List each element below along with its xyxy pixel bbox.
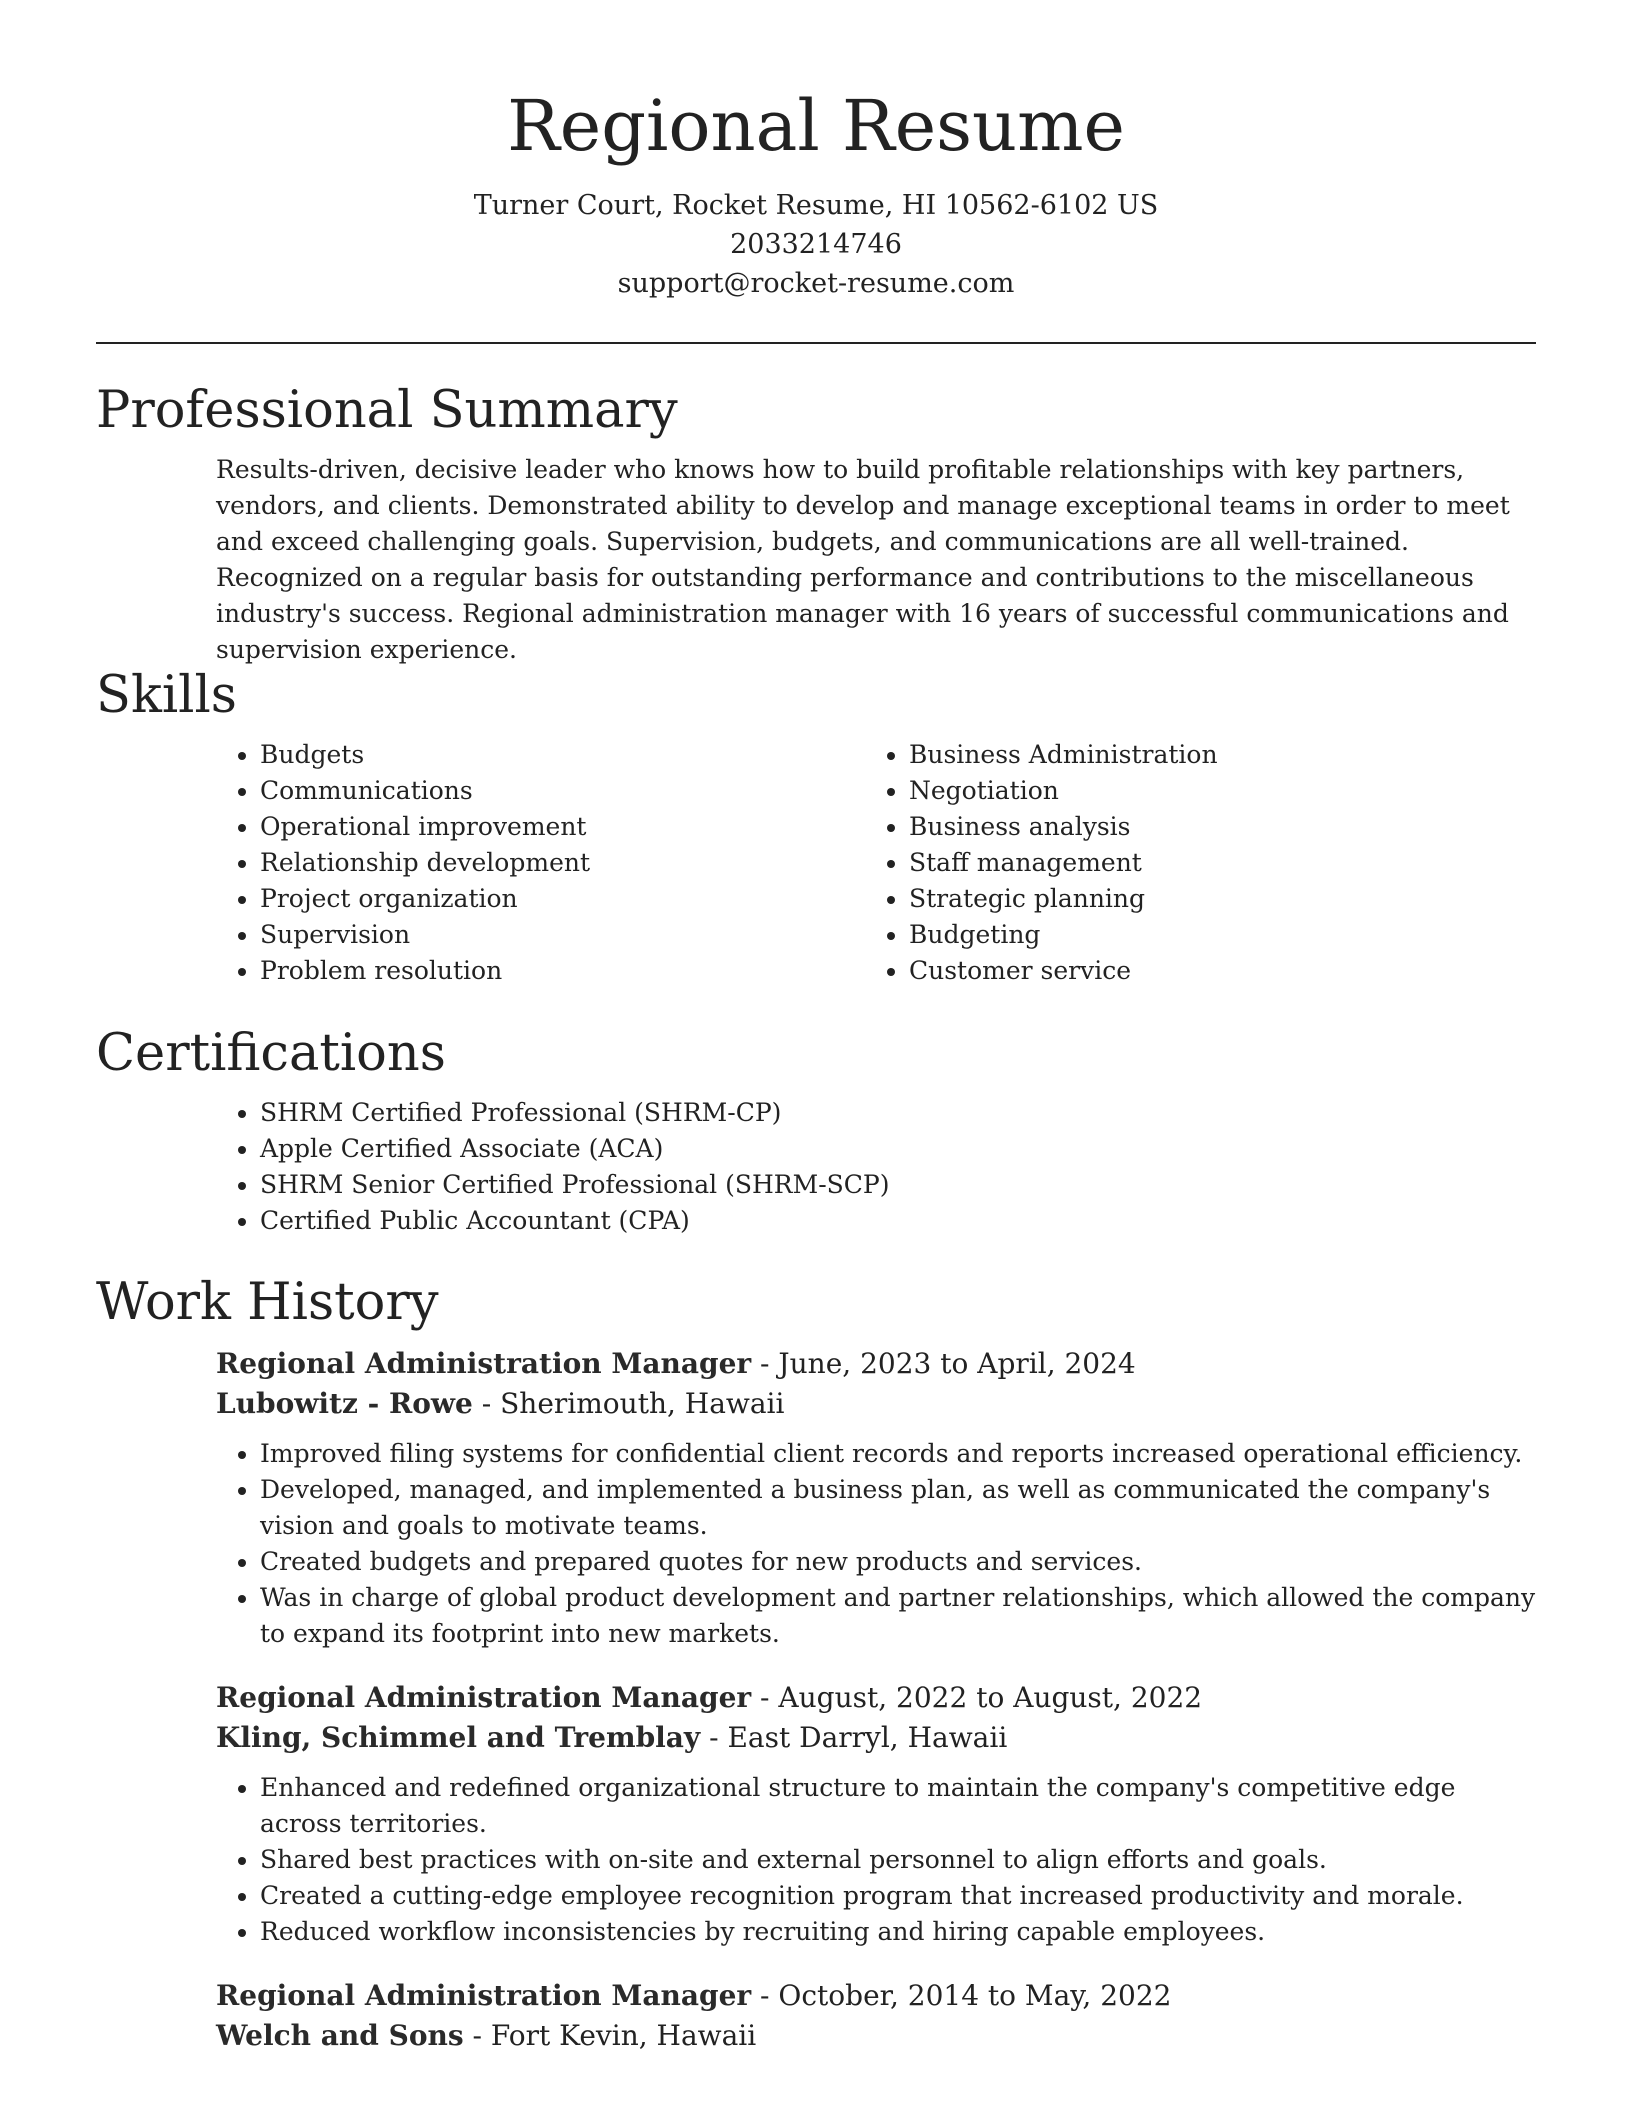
skill-item: • Communications — [260, 773, 590, 809]
skills-title: Skills — [96, 666, 237, 725]
work-history-title: Work History — [96, 1273, 439, 1332]
skill-item: • Customer service — [909, 953, 1218, 989]
job-bullet: • Developed, managed, and implemented a business plan, as well as communicated the company's vision and goals to motivate teams. — [260, 1472, 1536, 1544]
job-bullets — [216, 1436, 1536, 1652]
skill-item: • Strategic planning — [909, 881, 1218, 917]
job-title-line — [216, 1976, 1536, 2016]
job-bullets — [216, 1770, 1536, 1950]
contact-phone: 2033214746 — [730, 229, 902, 260]
job-bullet: • Created budgets and prepared quotes for new products and services. — [260, 1544, 1536, 1580]
resume-name: Regional Resume — [507, 85, 1125, 167]
job-company-line — [216, 2016, 1536, 2056]
skill-item: • Business analysis — [909, 809, 1218, 845]
certification-item: • SHRM Certified Professional (SHRM-CP) — [260, 1095, 1536, 1131]
contact-address: Turner Court, Rocket Resume, HI 10562-6102 US — [473, 190, 1159, 221]
skill-item: • Staff management — [909, 845, 1218, 881]
certifications-section — [96, 1023, 1536, 1239]
job-dates: - October, 2014 to May, 2022 — [751, 1979, 1172, 2012]
job-company-line — [216, 1384, 1536, 1424]
certification-item: • SHRM Senior Certified Professional (SHRM-SCP) — [260, 1167, 1536, 1203]
job-bullet: • Was in charge of global product development and partner relationships, which allowed the company to expand its footprint into new markets. — [260, 1580, 1536, 1652]
skill-item: • Project organization — [260, 881, 590, 917]
certifications-title: Certifications — [96, 1024, 446, 1083]
certification-item: • Apple Certified Associate (ACA) — [260, 1131, 1536, 1167]
job-entry — [216, 1344, 1536, 1652]
skill-item: • Problem resolution — [260, 953, 590, 989]
skill-item: • Supervision — [260, 917, 590, 953]
job-entry — [216, 1976, 1536, 2056]
job-role: Regional Administration Manager — [216, 1681, 752, 1714]
job-title-line — [216, 1344, 1536, 1384]
skill-item: • Business Administration — [909, 737, 1218, 773]
job-company-line — [216, 1718, 1536, 1758]
skill-item: • Relationship development — [260, 845, 590, 881]
job-bullet: • Reduced workflow inconsistencies by recruiting and hiring capable employees. — [260, 1914, 1536, 1950]
job-location: - Sherimouth, Hawaii — [472, 1387, 785, 1420]
header-divider — [96, 342, 1536, 344]
job-role: Regional Administration Manager — [216, 1347, 752, 1380]
job-dates: - August, 2022 to August, 2022 — [751, 1681, 1203, 1714]
summary-text: Results-driven, decisive leader who knows how to build profitable relationships with key partners, vendors, and clients. Demonstrated ability to develop and manage exceptional teams in order to meet and exceed challenging goals. Supervision, budgets, and communications are all well-trained. Recognized on a regular basis for outstanding performance and contributions to the miscellaneous industry's success. Regional administration manager with 16 years of successful communications and supervision experience. — [216, 455, 1510, 664]
job-company: Lubowitz - Rowe — [216, 1387, 473, 1420]
contact-email: support@rocket-resume.com — [617, 268, 1015, 299]
certification-item: • Certified Public Accountant (CPA) — [260, 1203, 1536, 1239]
skill-item: • Negotiation — [909, 773, 1218, 809]
job-bullet: • Created a cutting-edge employee recognition program that increased productivity and morale. — [260, 1878, 1536, 1914]
skills-section — [96, 665, 1536, 989]
job-bullet: • Shared best practices with on-site and external personnel to align efforts and goals. — [260, 1842, 1536, 1878]
job-bullet: • Enhanced and redefined organizational structure to maintain the company's competitive edge across territories. — [260, 1770, 1536, 1842]
job-location: - East Darryl, Hawaii — [700, 1721, 1008, 1754]
job-entry — [216, 1678, 1536, 1950]
resume-header — [96, 80, 1536, 303]
work-history-section — [96, 1272, 1536, 2056]
certifications-list — [96, 1095, 1536, 1239]
job-title-line — [216, 1678, 1536, 1718]
skills-list-right — [909, 737, 1218, 989]
skill-item: • Budgets — [260, 737, 590, 773]
skills-list-left — [96, 737, 590, 989]
job-location: - Fort Kevin, Hawaii — [463, 2019, 757, 2052]
skill-item: • Budgeting — [909, 917, 1218, 953]
job-company: Welch and Sons — [216, 2019, 464, 2052]
skills-lists — [96, 737, 1536, 989]
job-role: Regional Administration Manager — [216, 1979, 752, 2012]
summary-section — [96, 380, 1536, 668]
job-dates: - June, 2023 to April, 2024 — [751, 1347, 1136, 1380]
job-bullet: • Improved filing systems for confidential client records and reports increased operational efficiency. — [260, 1436, 1536, 1472]
skill-item: • Operational improvement — [260, 809, 590, 845]
summary-title: Professional Summary — [96, 381, 678, 440]
job-company: Kling, Schimmel and Tremblay — [216, 1721, 701, 1754]
